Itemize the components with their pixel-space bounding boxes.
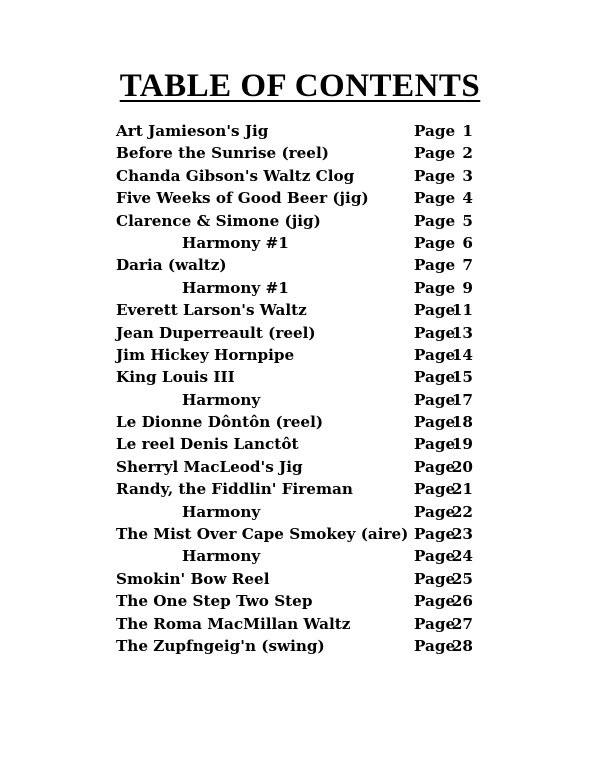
toc-entry <box>116 613 496 635</box>
toc-entry-page-number: 5 <box>462 211 473 230</box>
toc-entry <box>116 210 496 232</box>
toc-entry-page-number: 21 <box>451 480 473 499</box>
toc-entry-title: The Zupfngeig'n (swing) <box>116 636 325 655</box>
toc-entry-page-word: Page <box>414 636 456 655</box>
toc-entry-title: Art Jamieson's Jig <box>116 122 269 140</box>
toc-entry-title: Le Dionne Dôntôn (reel) <box>116 413 324 432</box>
toc-entry-page-word: Page <box>414 278 456 297</box>
toc-entry-page-number: 7 <box>462 256 473 275</box>
toc-entry-page-word: Page <box>414 502 456 521</box>
toc-entry-title: Five Weeks of Good Beer (jig) <box>116 189 369 208</box>
toc-entry <box>116 277 496 299</box>
toc-entry <box>116 366 496 388</box>
toc-entry-page-number: 25 <box>451 569 473 588</box>
toc-entry <box>116 545 496 567</box>
toc-entry <box>116 389 496 411</box>
toc-entry-page-word: Page <box>414 256 456 275</box>
toc-entry-page-number: 20 <box>451 457 473 476</box>
toc-entry <box>116 254 496 276</box>
toc-entry-page-word: Page <box>414 301 456 320</box>
toc-entry-page-word: Page <box>414 189 456 208</box>
toc-entry <box>116 456 496 478</box>
toc-entry <box>116 411 496 433</box>
toc-entry-title: Harmony #1 <box>182 233 289 252</box>
toc-entry-page-word: Page <box>414 457 456 476</box>
toc-entry-title: Daria (waltz) <box>116 256 227 275</box>
toc-entry-page-word: Page <box>414 122 456 140</box>
toc-entry <box>116 568 496 590</box>
toc-entry-title: Chanda Gibson's Waltz Clog <box>116 166 355 185</box>
toc-entry-page-word: Page <box>414 592 456 611</box>
page-title-text: TABLE OF CONTENTS <box>119 68 481 104</box>
toc-entry-page-word: Page <box>414 525 456 544</box>
toc-entry-page-word: Page <box>414 345 456 364</box>
toc-entry-page-number: 3 <box>462 166 473 185</box>
toc-entry-title: Harmony <box>182 502 261 521</box>
toc-entry-page-word: Page <box>414 614 456 633</box>
toc-entry-page-number: 6 <box>462 233 473 252</box>
toc-entry-title: The Roma MacMillan Waltz <box>116 614 351 633</box>
toc-entry-page-word: Page <box>414 323 456 342</box>
toc-entry-page-number: 27 <box>451 614 473 633</box>
toc-entry <box>116 478 496 500</box>
toc-entry-page-word: Page <box>414 480 456 499</box>
toc-entry <box>116 142 496 164</box>
toc-entry-page-word: Page <box>414 166 456 185</box>
toc-entry <box>116 187 496 209</box>
toc-entry-page-word: Page <box>414 144 456 163</box>
toc-entry <box>116 299 496 321</box>
toc-entry-title: Jim Hickey Hornpipe <box>116 345 295 364</box>
toc-entry-page-number: 19 <box>451 435 473 454</box>
toc-entry-page-number: 24 <box>451 547 473 566</box>
toc-entry-title: Smokin' Bow Reel <box>116 569 270 588</box>
toc-entry-title: The Mist Over Cape Smokey (aire) <box>116 525 409 544</box>
toc-entry-page-word: Page <box>414 211 456 230</box>
toc-entry <box>116 165 496 187</box>
toc-entry <box>116 501 496 523</box>
toc-entry-page-number: 11 <box>451 301 473 320</box>
toc-entry-title: Harmony <box>182 547 261 566</box>
toc-entry <box>116 523 496 545</box>
toc-entry-page-number: 18 <box>451 413 473 432</box>
toc-entry-title: Clarence & Simone (jig) <box>116 211 321 230</box>
toc-entry-title: Jean Duperreault (reel) <box>116 323 316 342</box>
toc-entry <box>116 120 496 142</box>
toc-entry-page-number: 28 <box>451 636 473 655</box>
toc-entry-page-word: Page <box>414 569 456 588</box>
toc-entry-title: Harmony #1 <box>182 278 289 297</box>
toc-entry-page-word: Page <box>414 233 456 252</box>
toc-entry-title: Le reel Denis Lanctôt <box>116 435 299 454</box>
toc-entry <box>116 590 496 612</box>
toc-entry-page-number: 22 <box>451 502 473 521</box>
toc-entry-page-number: 9 <box>462 278 473 297</box>
toc-entry-page-word: Page <box>414 390 456 409</box>
toc-entry-page-word: Page <box>414 368 456 387</box>
toc-entry-page-word: Page <box>414 435 456 454</box>
toc-entry-title: Harmony <box>182 390 261 409</box>
toc-entry-title: The One Step Two Step <box>116 592 313 611</box>
toc-entry-page-word: Page <box>414 413 456 432</box>
toc-entry-title: Randy, the Fiddlin' Fireman <box>116 480 353 499</box>
toc-entry-page-number: 13 <box>451 323 473 342</box>
toc-entry-page-number: 17 <box>451 390 473 409</box>
toc-entry <box>116 322 496 344</box>
toc-entry <box>116 232 496 254</box>
toc-entry-page-number: 1 <box>462 122 473 140</box>
toc-entry-page-number: 15 <box>451 368 473 387</box>
toc-entry-page-number: 14 <box>451 345 473 364</box>
toc-entry <box>116 433 496 455</box>
toc-entry-page-word: Page <box>414 547 456 566</box>
toc-entry-page-number: 26 <box>451 592 473 611</box>
toc-entry-page-number: 4 <box>462 189 473 208</box>
toc-entry-title: Sherryl MacLeod's Jig <box>116 457 303 476</box>
toc-entry <box>116 344 496 366</box>
toc-entry-title: King Louis III <box>116 368 235 387</box>
toc-entry-page-number: 2 <box>462 144 473 163</box>
table-of-contents-list <box>116 120 496 657</box>
toc-entry-title: Everett Larson's Waltz <box>116 301 307 320</box>
toc-entry-page-number: 23 <box>451 525 473 544</box>
page-title <box>0 66 600 106</box>
toc-entry-title: Before the Sunrise (reel) <box>116 144 329 163</box>
toc-entry <box>116 635 496 657</box>
